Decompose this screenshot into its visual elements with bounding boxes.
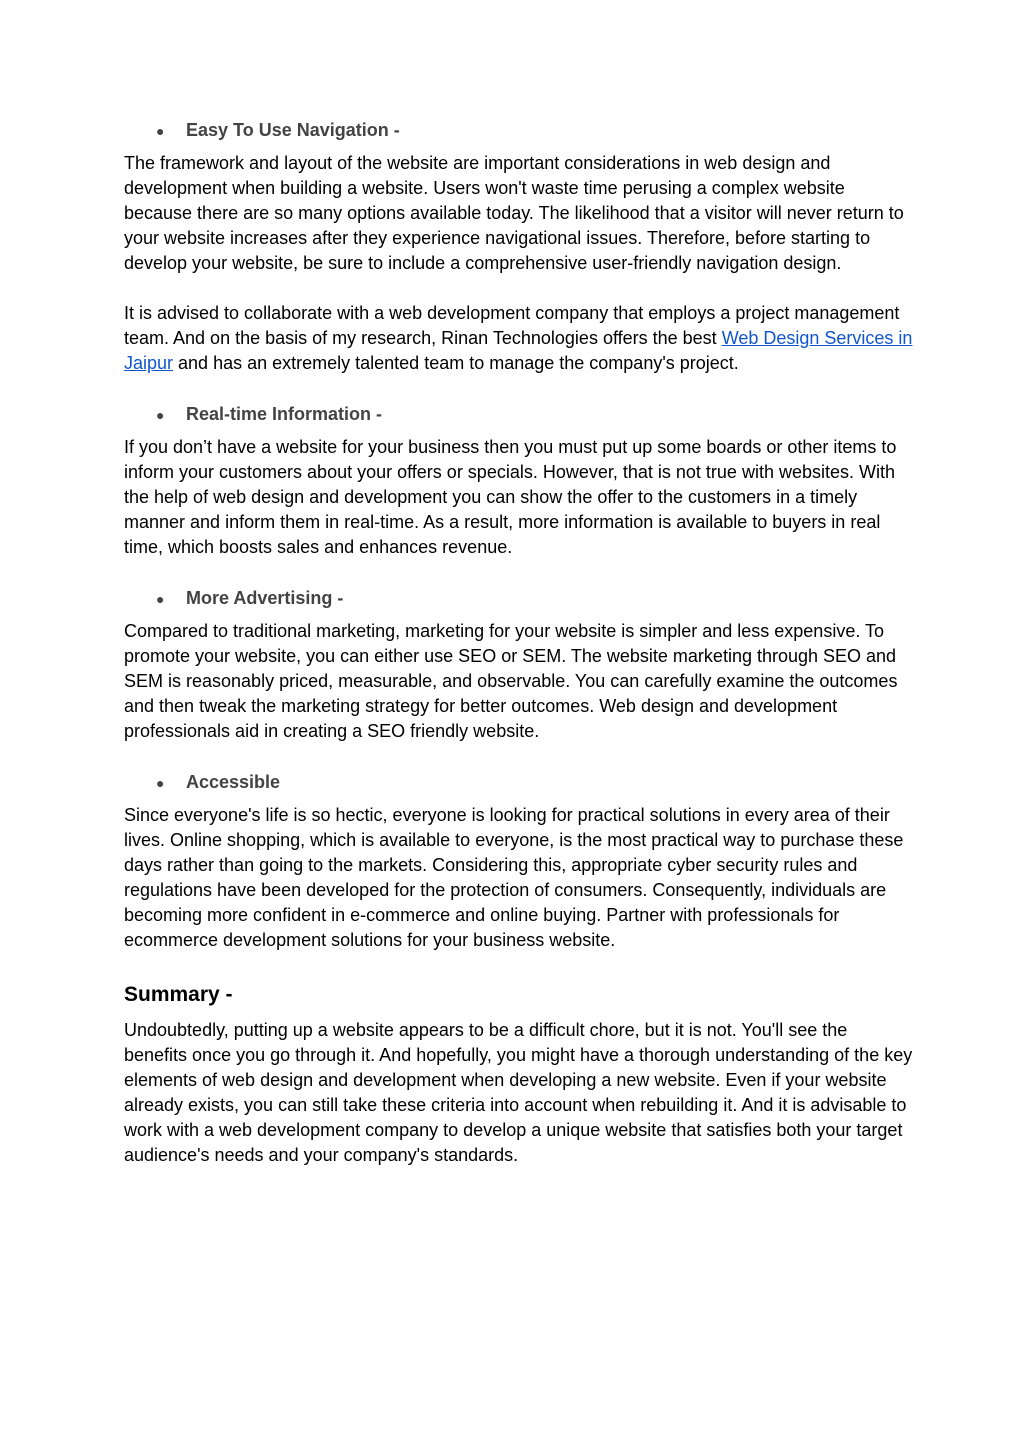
- bullet-icon: ●: [156, 407, 165, 423]
- bullet-icon: ●: [156, 775, 165, 791]
- paragraph-accessible: Since everyone's life is so hectic, everyone is looking for practical solutions in every area of their lives. Online shopping, which is available to everyone, is the most practical way to purchase these days rather than going to the markets. Considering this, appropriate cyber security rules and regulations have been developed for the protection of consumers. Consequently, individuals are becoming more confident in e-commerce and online buying. Partner with professionals for ecommerce development solutions for your business website.: [124, 805, 904, 950]
- heading-text: More Advertising -: [186, 588, 344, 608]
- bullet-icon: ●: [156, 123, 165, 139]
- paragraph-advertising: Compared to traditional marketing, marketing for your website is simpler and less expensive. To promote your website, you can either use SEO or SEM. The website marketing through SEO and SEM is reasonably priced, measurable, and observable. You can carefully examine the outcomes and then tweak the marketing strategy for better outcomes. Web design and development professionals aid in creating a SEO friendly website.: [124, 621, 898, 741]
- web-design-services-link[interactable]: Web Design Services in Jaipur: [124, 328, 913, 373]
- paragraph-realtime: If you don’t have a website for your business then you must put up some boards or other items to inform your customers about your offers or specials. However, that is not true with websites. With the help of web design and development you can show the offer to the customers in a timely manner and inform them in real-time. As a result, more information is available to buyers in real time, which boosts sales and enhances revenue.: [124, 437, 897, 557]
- bullet-heading-navigation: [124, 118, 914, 151]
- summary-heading: Summary -: [124, 983, 233, 1006]
- bullet-heading-accessible: [124, 770, 914, 803]
- paragraph-text: and has an extremely talented team to manage the company's project.: [173, 353, 739, 373]
- heading-text: Real-time Information -: [186, 404, 383, 424]
- paragraph-summary: Undoubtedly, putting up a website appears to be a difficult chore, but it is not. You'll see the benefits once you go through it. And hopefully, you might have a thorough understanding of the key elements of web design and development when developing a new website. Even if your website already exists, you can still take these criteria into account when rebuilding it. And it is advisable to work with a web development company to develop a unique website that satisfies both your target audience's needs and your company's standards.: [124, 1020, 913, 1165]
- document-page: [124, 118, 914, 1168]
- bullet-icon: ●: [156, 591, 165, 607]
- paragraph-navigation: The framework and layout of the website are important considerations in web design and development when building a website. Users won't waste time perusing a complex website because there are so many options available today. The likelihood that a visitor will never return to your website increases after they experience navigational issues. Therefore, before starting to develop your website, be sure to include a comprehensive user-friendly navigation design.: [124, 153, 904, 273]
- heading-text: Accessible: [186, 772, 281, 792]
- heading-text: Easy To Use Navigation -: [186, 120, 400, 140]
- paragraph-web-dev-company: [124, 301, 914, 376]
- bullet-heading-realtime: [124, 402, 914, 435]
- paragraph-text: It is advised to collaborate with a web development company that employs a project management team. And on the basis of my research, Rinan Technologies offers the best: [124, 303, 900, 348]
- bullet-heading-advertising: [124, 586, 914, 619]
